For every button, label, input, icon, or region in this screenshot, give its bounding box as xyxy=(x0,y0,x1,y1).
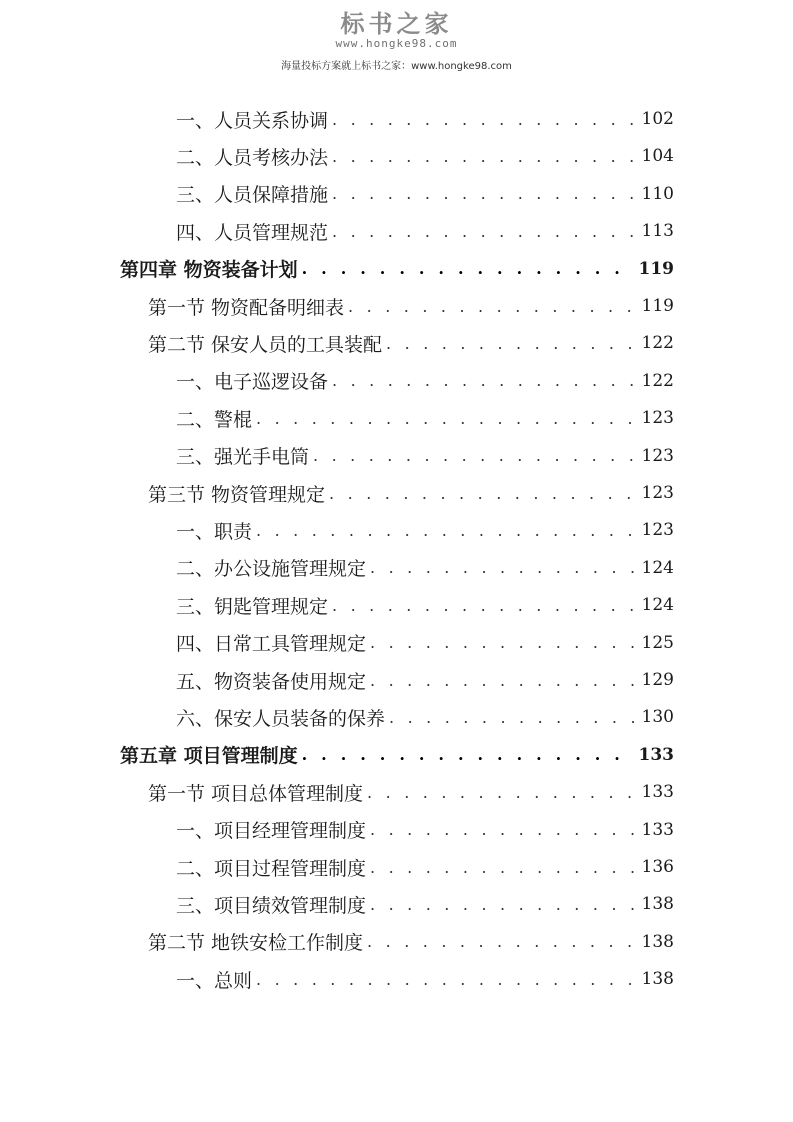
toc-entry-title: 五、物资装备使用规定 xyxy=(176,670,367,693)
toc-page-number: 133 xyxy=(641,782,674,803)
toc-entry-title: 第四章 物资装备计划 xyxy=(120,259,298,282)
toc-item-row[interactable] xyxy=(176,141,674,171)
toc-page-number: 110 xyxy=(641,183,674,204)
toc-leader-dots xyxy=(386,334,638,353)
toc-page-number: 122 xyxy=(641,333,674,354)
toc-leader-dots xyxy=(256,970,638,989)
toc-entry-title: 第二节 保安人员的工具装配 xyxy=(148,333,383,356)
toc-leader-dots xyxy=(367,783,638,802)
toc-page-number: 130 xyxy=(641,707,674,728)
toc-leader-dots xyxy=(256,409,638,428)
toc-page-number: 138 xyxy=(641,931,674,952)
toc-section-row[interactable] xyxy=(148,478,674,508)
toc-page-number: 133 xyxy=(638,744,674,765)
toc-item-row[interactable] xyxy=(176,852,674,882)
toc-entry-title: 四、日常工具管理规定 xyxy=(176,633,367,656)
toc-item-row[interactable] xyxy=(176,889,674,919)
toc-leader-dots xyxy=(332,222,638,241)
toc-leader-dots xyxy=(367,932,638,951)
toc-page-number: 123 xyxy=(641,445,674,466)
toc-item-row[interactable] xyxy=(176,216,674,246)
toc-item-row[interactable] xyxy=(176,628,674,658)
toc-item-row[interactable] xyxy=(176,553,674,583)
toc-leader-dots xyxy=(302,259,635,278)
toc-leader-dots xyxy=(329,484,638,503)
toc-section-row[interactable] xyxy=(148,291,674,321)
toc-entry-title: 二、警棍 xyxy=(176,408,253,431)
toc-page-number: 119 xyxy=(641,296,674,316)
toc-item-row[interactable] xyxy=(176,815,674,845)
toc-chapter-row[interactable] xyxy=(120,254,674,284)
toc-page-number: 123 xyxy=(641,483,674,503)
toc-entry-title: 二、项目过程管理制度 xyxy=(176,857,367,880)
toc-entry-title: 三、项目绩效管理制度 xyxy=(176,894,367,917)
toc-page-number: 124 xyxy=(641,595,674,616)
toc-item-row[interactable] xyxy=(176,179,674,209)
toc-entry-title: 第一节 物资配备明细表 xyxy=(148,296,345,319)
toc-page-number: 113 xyxy=(641,221,674,242)
toc-item-row[interactable] xyxy=(176,104,674,134)
toc-item-row[interactable] xyxy=(176,366,674,396)
toc-section-row[interactable] xyxy=(148,328,674,358)
toc-page-number: 123 xyxy=(641,520,674,541)
toc-entry-title: 第三节 物资管理规定 xyxy=(148,483,326,506)
toc-item-row[interactable] xyxy=(176,515,674,545)
toc-page-number: 129 xyxy=(641,670,674,690)
toc-section-row[interactable] xyxy=(148,777,674,807)
toc-leader-dots xyxy=(332,110,638,129)
toc-page-number: 133 xyxy=(641,819,674,840)
toc-leader-dots xyxy=(332,184,638,203)
toc-entry-title: 三、人员保障措施 xyxy=(176,184,329,207)
toc-page-number: 119 xyxy=(638,258,674,279)
toc-entry-title: 二、办公设施管理规定 xyxy=(176,558,367,581)
toc-leader-dots xyxy=(370,558,638,577)
toc-leader-dots xyxy=(332,147,638,166)
toc-item-row[interactable] xyxy=(176,441,674,471)
toc-page-number: 125 xyxy=(641,632,674,653)
toc-entry-title: 第二节 地铁安检工作制度 xyxy=(148,932,364,955)
toc-entry-title: 三、钥匙管理规定 xyxy=(176,595,329,618)
toc-page-number: 138 xyxy=(641,969,674,990)
toc-page-number: 102 xyxy=(641,109,674,129)
toc-leader-dots xyxy=(332,371,638,390)
toc-item-row[interactable] xyxy=(176,702,674,732)
toc-leader-dots xyxy=(370,671,638,690)
toc-entry-title: 第一节 项目总体管理制度 xyxy=(148,782,364,805)
toc-leader-dots xyxy=(370,820,638,839)
toc-item-row[interactable] xyxy=(176,403,674,433)
toc-page-number: 136 xyxy=(641,857,674,877)
header-slogan: 海量投标方案就上标书之家：www.hongke98.com xyxy=(281,61,512,72)
toc-leader-dots xyxy=(370,895,638,914)
toc-leader-dots xyxy=(332,596,638,615)
toc-section-row[interactable] xyxy=(148,927,674,957)
toc-entry-title: 一、项目经理管理制度 xyxy=(176,820,367,843)
toc-leader-dots xyxy=(348,297,638,316)
toc-leader-dots xyxy=(389,708,638,727)
toc-entry-title: 一、职责 xyxy=(176,520,253,543)
toc-entry-title: 二、人员考核办法 xyxy=(176,146,329,169)
toc-entry-title: 三、强光手电筒 xyxy=(176,446,310,469)
toc-leader-dots xyxy=(256,521,638,540)
toc-entry-title: 四、人员管理规范 xyxy=(176,221,329,244)
toc-item-row[interactable] xyxy=(176,590,674,620)
toc-item-row[interactable] xyxy=(176,665,674,695)
toc-entry-title: 一、电子巡逻设备 xyxy=(176,371,329,394)
toc-page-number: 138 xyxy=(641,894,674,915)
toc-page-number: 123 xyxy=(641,408,674,429)
site-url: www.hongke98.com xyxy=(335,37,458,50)
toc-page-number: 122 xyxy=(641,370,674,391)
toc-leader-dots xyxy=(302,745,635,764)
toc-entry-title: 一、人员关系协调 xyxy=(176,109,329,132)
toc-leader-dots xyxy=(313,446,638,465)
toc-page-number: 124 xyxy=(641,557,674,578)
toc-page-number: 104 xyxy=(641,146,674,167)
toc-entry-title: 一、总则 xyxy=(176,969,253,992)
toc-entry-title: 六、保安人员装备的保养 xyxy=(176,707,386,730)
toc-item-row[interactable] xyxy=(176,964,674,994)
site-logo: 标书之家 xyxy=(340,10,453,38)
toc-chapter-row[interactable] xyxy=(120,740,674,770)
toc-leader-dots xyxy=(370,633,638,652)
toc-entry-title: 第五章 项目管理制度 xyxy=(120,745,298,768)
toc-leader-dots xyxy=(370,858,638,877)
